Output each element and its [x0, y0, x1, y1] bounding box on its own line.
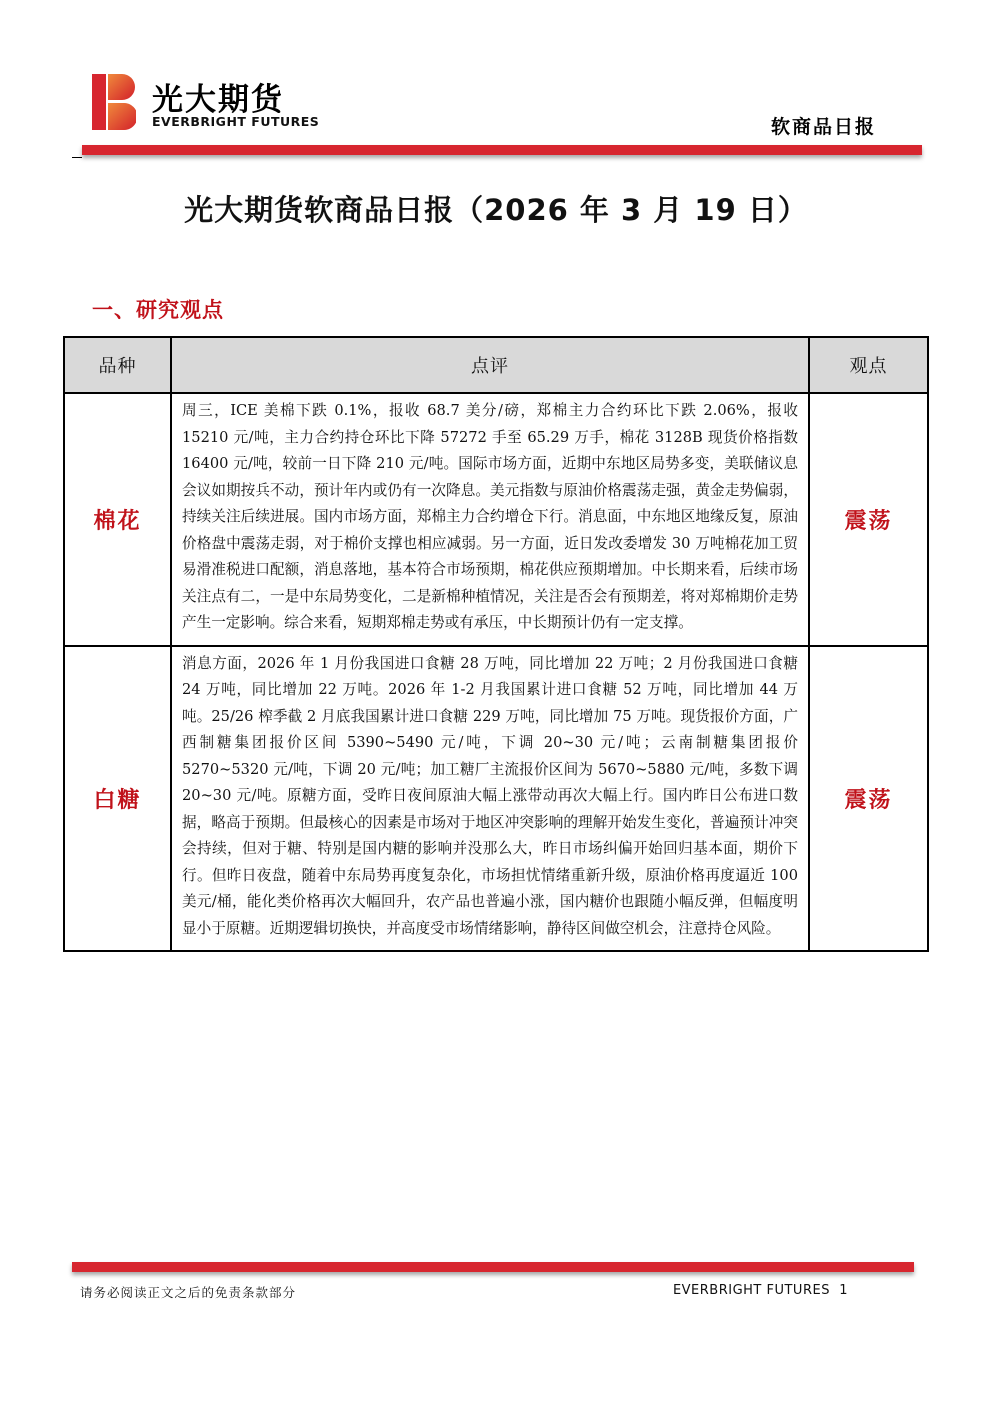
- header-comment: 点评: [171, 337, 809, 393]
- table-row: [64, 646, 928, 952]
- header-divider: [82, 145, 922, 155]
- footer-brand-name: EVERBRIGHT FUTURES: [672, 1283, 830, 1298]
- research-table: [63, 336, 929, 952]
- page-title: 光大期货软商品日报（2026 年 3 月 19 日）: [184, 193, 808, 227]
- page-number: 1: [839, 1283, 848, 1298]
- brand-name-cn: 光大期货: [152, 82, 284, 118]
- footer-brand: [673, 1283, 848, 1298]
- everbright-logo-icon: [92, 74, 136, 130]
- table-header-row: [64, 337, 928, 393]
- page-header: [0, 0, 992, 160]
- commodity-cotton: 棉花: [64, 393, 171, 646]
- report-type-label: 软商品日报: [770, 116, 876, 138]
- brand-name-en: EVERBRIGHT FUTURES: [152, 114, 320, 129]
- table-row: [64, 393, 928, 646]
- commodity-sugar: 白糖: [64, 646, 171, 952]
- header-tick-mark: [72, 157, 82, 158]
- footer-disclaimer: 请务必阅读正文之后的免责条款部分: [80, 1285, 297, 1300]
- header-view: 观点: [809, 337, 928, 393]
- view-sugar: 震荡: [809, 646, 928, 952]
- footer-divider: [72, 1262, 914, 1272]
- comment-sugar: 消息方面，2026 年 1 月份我国进口食糖 28 万吨，同比增加 22 万吨；2 月份我国进口食糖 24 万吨，同比增加 22 万吨。2026 年 1-2 月我国累计进口食糖 52 万吨，同比增加 44 万吨。25/26 榨季截 2 月底我国累计进口食糖 229 万吨，同比增加 75 万吨。现货报价方面，广西制糖集团报价区间 5390~5490 元/吨，下调 20~30 元/吨；云南制糖集团报价 5270~5320 元/吨，下调 20 元/吨；加工糖厂主流报价区间为 5670~5880 元/吨，多数下调 20~30 元/吨。原糖方面，受昨日夜间原油大幅上涨带动再次大幅上行。国内昨日公布进口数据，略高于预期。但最核心的因素是市场对于地区冲突影响的理解开始发生变化，普遍预计冲突会持续，但对于糖、特别是国内糖的影响并没那么大，昨日市场纠偏开始回归基本面，期价下行。但昨日夜盘，随着中东局势再度复杂化，市场担忧情绪重新升级，原油价格再度逼近 100 美元/桶，能化类价格再次大幅回升，农产品也普遍小涨，国内糖价也跟随小幅反弹，但幅度明显小于原糖。近期逻辑切换快，并高度受市场情绪影响，静待区间做空机会，注意持仓风险。: [171, 646, 809, 952]
- comment-cotton: 周三，ICE 美棉下跌 0.1%，报收 68.7 美分/磅，郑棉主力合约环比下跌 2.06%，报收 15210 元/吨，主力合约持仓环比下降 57272 手至 65.29 万手，棉花 3128B 现货价格指数 16400 元/吨，较前一日下降 210 元/吨。国际市场方面，近期中东地区局势多变，美联储议息会议如期按兵不动，预计年内或仍有一次降息。美元指数与原油价格震荡走强，黄金走势偏弱，持续关注后续进展。国内市场方面，郑棉主力合约增仓下行。消息面，中东地区地缘反复，原油价格盘中震荡走弱，对于棉价支撑也相应减弱。另一方面，近日发改委增发 30 万吨棉花加工贸易滑准税进口配额，消息落地，基本符合市场预期，棉花供应预期增加。中长期来看，后续市场关注点有二，一是中东局势变化，二是新棉种植情况，关注是否会有预期差，将对郑棉期价走势产生一定影响。综合来看，短期郑棉走势或有承压，中长期预计仍有一定支撑。: [171, 393, 809, 646]
- section-heading: 一、研究观点: [92, 298, 224, 322]
- view-cotton: 震荡: [809, 393, 928, 646]
- header-commodity: 品种: [64, 337, 171, 393]
